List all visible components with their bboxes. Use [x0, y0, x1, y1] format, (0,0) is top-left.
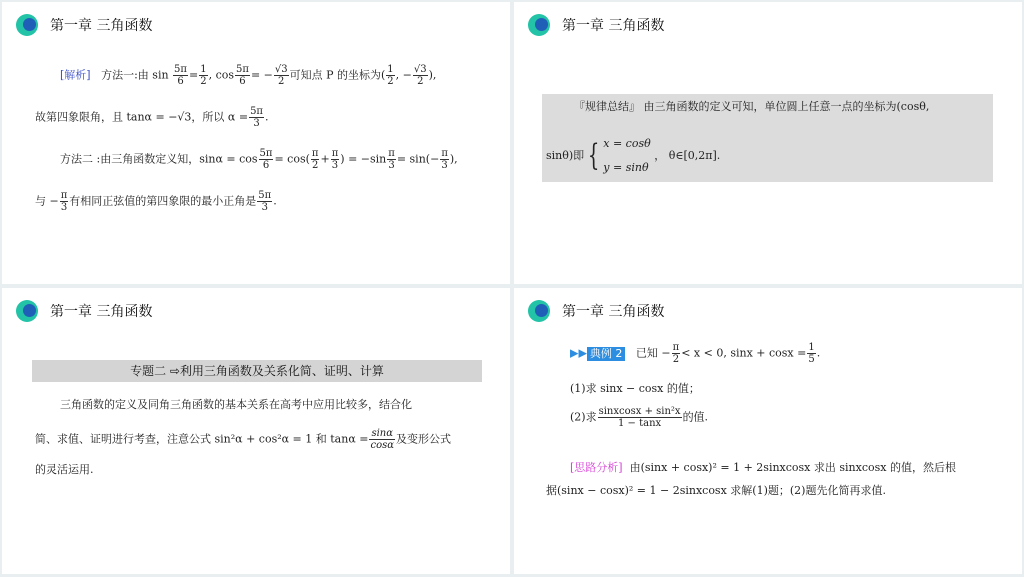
fraction: $\frac{1}{2}$: [387, 64, 394, 87]
chapter-logo-icon: [16, 300, 38, 322]
equation-system: x = cosθ y = sinθ: [603, 137, 651, 174]
fraction: $\frac{\pi}{3}$: [331, 148, 339, 171]
slide-1: [2, 2, 510, 284]
analysis-tag: [思路分析]: [570, 461, 623, 474]
slide-header: [528, 299, 664, 323]
chapter-title: 第一章 三角函数: [562, 304, 665, 320]
slide-header: [16, 299, 152, 323]
chapter-title: 第一章 三角函数: [50, 304, 153, 320]
fraction: $\frac{1}{5}$: [808, 342, 815, 365]
fraction: $\frac{5\pi}{6}$: [174, 64, 187, 87]
fraction: $\frac{\text{sinxcosx + sin²x}}{1 - \tan x}$: [598, 406, 681, 429]
question-1: (1)求 sinx − cosx 的值；: [570, 382, 700, 395]
chapter-logo-icon: [528, 14, 550, 36]
solution-line-3: 方法二 :由三角函数定义知，sinα = cos $\frac{5\pi}{6}$ = cos( $\frac{\pi}{2}$ + $\frac{\pi}{3}$ ) = −sin $\frac{\pi}{3}$ = sin(− $\frac{\pi}{3}$ ),: [60, 148, 458, 171]
slide-header: [16, 13, 152, 37]
analysis-line-1: [思路分析] 由(sinx + cosx)² = 1 + 2sinxcosx 求出 sinxcosx 的值，然后根: [570, 461, 956, 474]
brace-icon: {: [587, 138, 600, 173]
chapter-logo-icon: [16, 14, 38, 36]
slide-2: [514, 2, 1022, 284]
fraction: $\frac{5\pi}{6}$: [236, 64, 249, 87]
chapter-logo-icon: [528, 300, 550, 322]
fraction: $\frac{\pi}{3}$: [60, 190, 68, 213]
fraction: $\frac{\pi}{3}$: [441, 148, 448, 171]
fraction: $\frac{√3}{2}$: [274, 64, 288, 87]
solution-line-4: 与 − $\frac{\pi}{3}$ 有相同正弦值的第四象限的最小正角是 $\frac{5\pi}{3}$ .: [35, 190, 277, 213]
topic-paragraph-line-2: 简、求值、证明进行考查，注意公式 sin²α + cos²α = 1 和 tanα = $\frac{\sin\alpha}{\cos\alpha}$ 及变形公式: [35, 428, 451, 451]
topic-paragraph-line-3: 的灵活运用.: [35, 463, 94, 476]
slide-header: [528, 13, 664, 37]
analysis-line-2: 据(sinx − cosx)² = 1 − 2sinxcosx 求解(1)题；(2)题先化简再求值.: [546, 484, 886, 497]
chapter-title: 第一章 三角函数: [562, 18, 665, 34]
rule-summary-box: [542, 94, 993, 182]
fraction: $\frac{5\pi}{6}$: [259, 148, 273, 171]
topic-paragraph-line-1: 三角函数的定义及同角三角函数的基本关系在高考中应用比较多，结合化: [60, 398, 412, 411]
solution-line-2: 故第四象限角，且 tanα = −√3，所以 α = $\frac{5\pi}{3}$ .: [35, 106, 269, 129]
topic-band: 专题二 ⇨利用三角函数及关系化简、证明、计算: [32, 360, 482, 382]
example-badge: 典例 2: [587, 347, 626, 361]
solution-line-1: [解析] 方法一:由 sin $\frac{5\pi}{6}$ = $\frac{1}{2}$ , cos $\frac{5\pi}{6}$ = − $\frac{√3}{2}$ 可知点 P 的坐标为( $\frac{1}{2}$ , − $\frac{√3}{2}$ ),: [60, 64, 437, 87]
fraction: $\frac{\pi}{3}$: [388, 148, 395, 171]
chapter-title: 第一章 三角函数: [50, 18, 153, 34]
double-arrow-icon: ▶▶: [570, 346, 587, 360]
fraction: $\frac{\pi}{2}$: [311, 148, 319, 171]
slide-3: [2, 288, 510, 574]
fraction: $\frac{5\pi}{3}$: [258, 190, 272, 213]
rule-summary-line-1: 『规律总结』 由三角函数的定义可知，单位圆上任意一点的坐标为(cosθ,: [574, 100, 930, 113]
fraction: $\frac{\pi}{2}$: [672, 342, 680, 365]
fraction: $\frac{√3}{2}$: [413, 64, 427, 87]
slide-4: [514, 288, 1022, 574]
question-2: (2)求 $\frac{\text{sinxcosx + sin²x}}{1 - \tan x}$ 的值.: [570, 406, 709, 429]
fraction: $\frac{1}{2}$: [200, 64, 207, 87]
example-line-1: ▶▶ 典例 2 已知 − $\frac{\pi}{2}$ < x < 0, sinx + cosx = $\frac{1}{5}$ .: [570, 342, 821, 365]
fraction: $\frac{\sin\alpha}{\cos\alpha}$: [370, 428, 394, 451]
rule-summary-line-2: sinθ)即 { x = cosθ y = sinθ ， θ∈[0,2π].: [546, 132, 720, 180]
fraction: $\frac{5\pi}{3}$: [250, 106, 263, 129]
